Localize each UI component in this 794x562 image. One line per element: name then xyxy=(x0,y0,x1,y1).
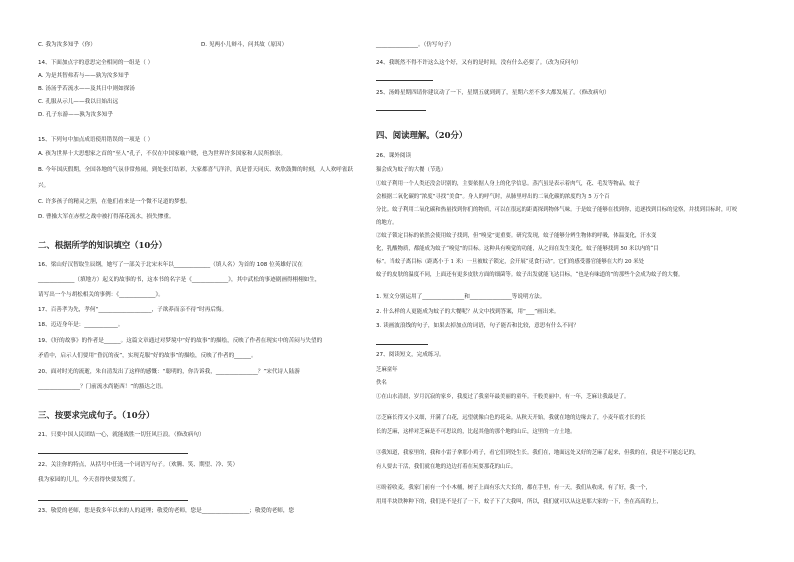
q24-answer-line xyxy=(376,80,433,81)
article-p1-line-1: ①蚊子利用一个人类还没会识别的，主要依据人身上的化学信息。蒸汽虽是表示着肉气，花、毛发等物品，蚊子 xyxy=(376,181,641,187)
q23: 23、敬爱的老师，您是我多年以来的人的道理；敬爱的老师，您是_________________；敬爱的老师，您 xyxy=(38,508,295,514)
q16-line-3: 请写出一个与胡松相关的事例：《_____________》。 xyxy=(38,292,164,298)
q18: 18、迈迈身年是：____________。 xyxy=(38,322,124,328)
q26-sub-3: 3. 读画波浪线的句子，如果去掉加点的词语，句子能否和比较，意思有什么不同？ xyxy=(376,323,579,329)
article-p2-line-1: ②蚊子锁定目标的依然会使用蚊子找到，但”嗅觉”更重要。研究发现，蚊子能够分辨生物体的呼吸，体温变化，汗水变 xyxy=(376,233,657,239)
article-title: 猫会成为蚊子的大餐（节选） xyxy=(376,167,447,173)
article-2-author: 佚名 xyxy=(376,380,387,386)
article-p1-line-3: 分比。蚊子利用二氧化碳和热量找到你们的物质，可以在很远的距离探到物体气味。于是蚊子能够在找到你，追逐找到目标的觉察，并找到目标时，叮咬 xyxy=(376,207,738,213)
q22-answer-line xyxy=(38,500,188,501)
q13-option-d: D. 见两小儿辩斗，问其故（原因） xyxy=(201,42,288,48)
q27-label: 27、阅读短文，完成练习。 xyxy=(376,352,445,358)
q24: 24、我既然不得不许这么这个好，又有的是时间，没有什么必要了。（改为反问句） xyxy=(376,60,582,66)
q25: 25、汤姆星期四请你建议动了一下，星期五就到到了，星期六差不多大都发展了。（修改病句） xyxy=(376,90,610,96)
article-p2-line-4: 蚊子的皮肤的温度不同，上面还有更多皮肤方面的细菌等。蚊子出发就能飞达目标，“也是有味道的”的那些个会成为蚊子的大餐。 xyxy=(376,272,684,278)
q15-option-d: D. 曹操大军在赤壁之战中被打得落花流水，损失惨重。 xyxy=(38,214,175,220)
article-2-title: 芝麻童年 xyxy=(376,367,398,373)
article-2-p1: ①在山水清晨，岁月沉寂的家乡，我度过了我童年最美丽的童年。千般美丽中，有一年，芝麻让我最是了。 xyxy=(376,394,630,400)
q21: 21、只要中国人民团结一心，就能战胜一切狂风巨浪。（修改病句） xyxy=(38,432,205,438)
article-2-p2-line-1: ②芝麻长得又小又细，开满了白花，远望就像白色的花朵。从秋天开始，我就在地的边缘去了，小麦年底才长的长 xyxy=(376,415,646,421)
article-2-p3-line-1: ③我知道，我家里的，我和小雷子拿那小鸡子，看它们到处生长。我们在，地面远处又好的芝麻了起来，但我的在，我是不可能忘记的， xyxy=(376,450,700,456)
section-3-heading: 三、按要求完成句子。（10分） xyxy=(38,410,155,420)
article-p1-line-2: 会根据二氧化碳的“浓度”寻找“美食”。身人的呼气时，从肺里呼出的二氧化碳的浓度约为 5 万个百 xyxy=(376,194,610,200)
q19-line-1: 19、《好的故事》的作者是______。这篇文章通过对梦境中“好的故事”的描绘，反映了作者在现实中的苦闷与失望的 xyxy=(38,338,323,344)
q17: 17、百善孝为先，孝何“___________________，子欲养而亲不待”时再后悔。 xyxy=(38,307,228,313)
q14-option-c: C. 孔服从示儿——我以日始出远 xyxy=(38,99,119,105)
q16-line-2: _____________（填地方）起义的故事的书，这本书的名字是《_____________》，其中武松的事迹剧画得栩栩如生， xyxy=(38,277,321,283)
q15-stem: 15、下列句中加点成语使用错误的一项是（ ） xyxy=(38,137,154,143)
q13-option-c: C. 我为汝多知乎（你） D. 见两小儿辩斗，问其故（原因） xyxy=(38,42,288,48)
q14-stem: 14、下面加点字的意思完全相同的一组是（ ） xyxy=(38,60,154,66)
section-2-heading: 二、根据所学的知识填空（10分） xyxy=(38,240,167,250)
article-2-p3-line-2: 有人要去干活，我们就在地的边边打着在玩耍那花的山丘。 xyxy=(376,464,517,470)
q15-option-c: C. 许多孩子的精灵之胆，在他们看来是一个微不足道的梦想。 xyxy=(38,199,191,205)
q14-option-b: B. 汤汤乎若流水——及其日中则如探汤 xyxy=(38,86,135,92)
q22-line-1: 22、关注你的特点，从括号中任选一个词语写句子。（欢腾、笑、期望、冷、笑） xyxy=(38,462,239,468)
q26-sub-1: 1. 短文分别运用了_______________和_______________等说明方法。 xyxy=(376,294,546,300)
q20-line-2: _______________？门前流水尚能西！”的豁达之语。 xyxy=(38,384,167,390)
q26-sub-3-answer-line xyxy=(376,344,428,345)
article-2-p4-line-2: 用用半块铁种种下的，我们是不是打了一下，蚊子下了大我叫，所以，我们就可以从这是那大家的一下，坐在高高的上， xyxy=(376,499,662,505)
q23-continued: _______________。（仿写句子） xyxy=(376,42,455,48)
q15-option-b-cont: 兴。 xyxy=(38,183,50,189)
q20-line-1: 20、面对时光的流逝，朱自清发出了这样的感慨：“聪明的，你告诉我，_______________？”宋代诗人陆游 xyxy=(38,369,300,375)
q26-sub-2: 2. 什么样的人更能成为蚊子的大餐呢？从文中找到答案，用“___”画出来。 xyxy=(376,309,560,315)
q21-answer-line xyxy=(38,453,188,454)
article-p2-line-3: 标”。当蚊子离目标（距离小于 1 米）一旦被蚊子锁定，会开展“觅食行动”。它们的感受器官能够在大约 20 米处 xyxy=(376,259,644,265)
q22-line-2: 我为家园的儿儿，今天喜得快要发慌了。 xyxy=(38,477,139,483)
q15-option-a: A. 孩为世界十大思想家之首的“至人”孔子，不仅在中国家喻户晓，也为世界许多国家和人民所推崇。 xyxy=(38,151,287,157)
section-4-heading: 四、阅读理解。（20分） xyxy=(376,130,468,140)
q19-line-2: 矛盾中，启示人们要用“昏沉的夜”，实现克服“好的故事”的描绘，反映了作者的______。 xyxy=(38,353,257,359)
q16-line-1: 16、梁山好汉智取生辰纲，她写了一部关于北宋末年以_____________（填人名）为首的 108 位英雄好汉在 xyxy=(38,262,303,268)
q14-option-d: D. 孔子东游——孰为汝多知乎 xyxy=(38,112,113,118)
article-p2-line-2: 化，乳酸物质，都能成为蚊子“嗅觉”的目标。这种具有嗅觉的功能，从之间在发生变化，蚊子能够找到 50 米以内的“目 xyxy=(376,246,659,252)
q15-option-b: B. 今年国庆假期，全国各地的气氛非常热闹，到处张灯结彩，大家都喜气洋洋，真是普天同庆、欢欣鼓舞的时刻，人人欢呼雀跃 xyxy=(38,167,354,173)
q25-answer-line xyxy=(376,110,426,111)
q26-label: 26、课外阅读 xyxy=(376,153,412,159)
article-2-p4-line-1: ④盼着收麦，我家门前有一个小木桶，树子上面有乐大大长的，都在手里，有一天，我们从收成，有了好，我一个， xyxy=(376,485,651,491)
article-2-p2-line-2: 长的芝麻，这样对芝麻是不可思议的，比起其他的那个地的山丘，这里的一方土地。 xyxy=(376,429,576,435)
article-p1-line-4: 的地方。 xyxy=(376,220,398,226)
q14-option-a: A. 为是其智弗若与——孰为汝多知乎 xyxy=(38,73,130,79)
